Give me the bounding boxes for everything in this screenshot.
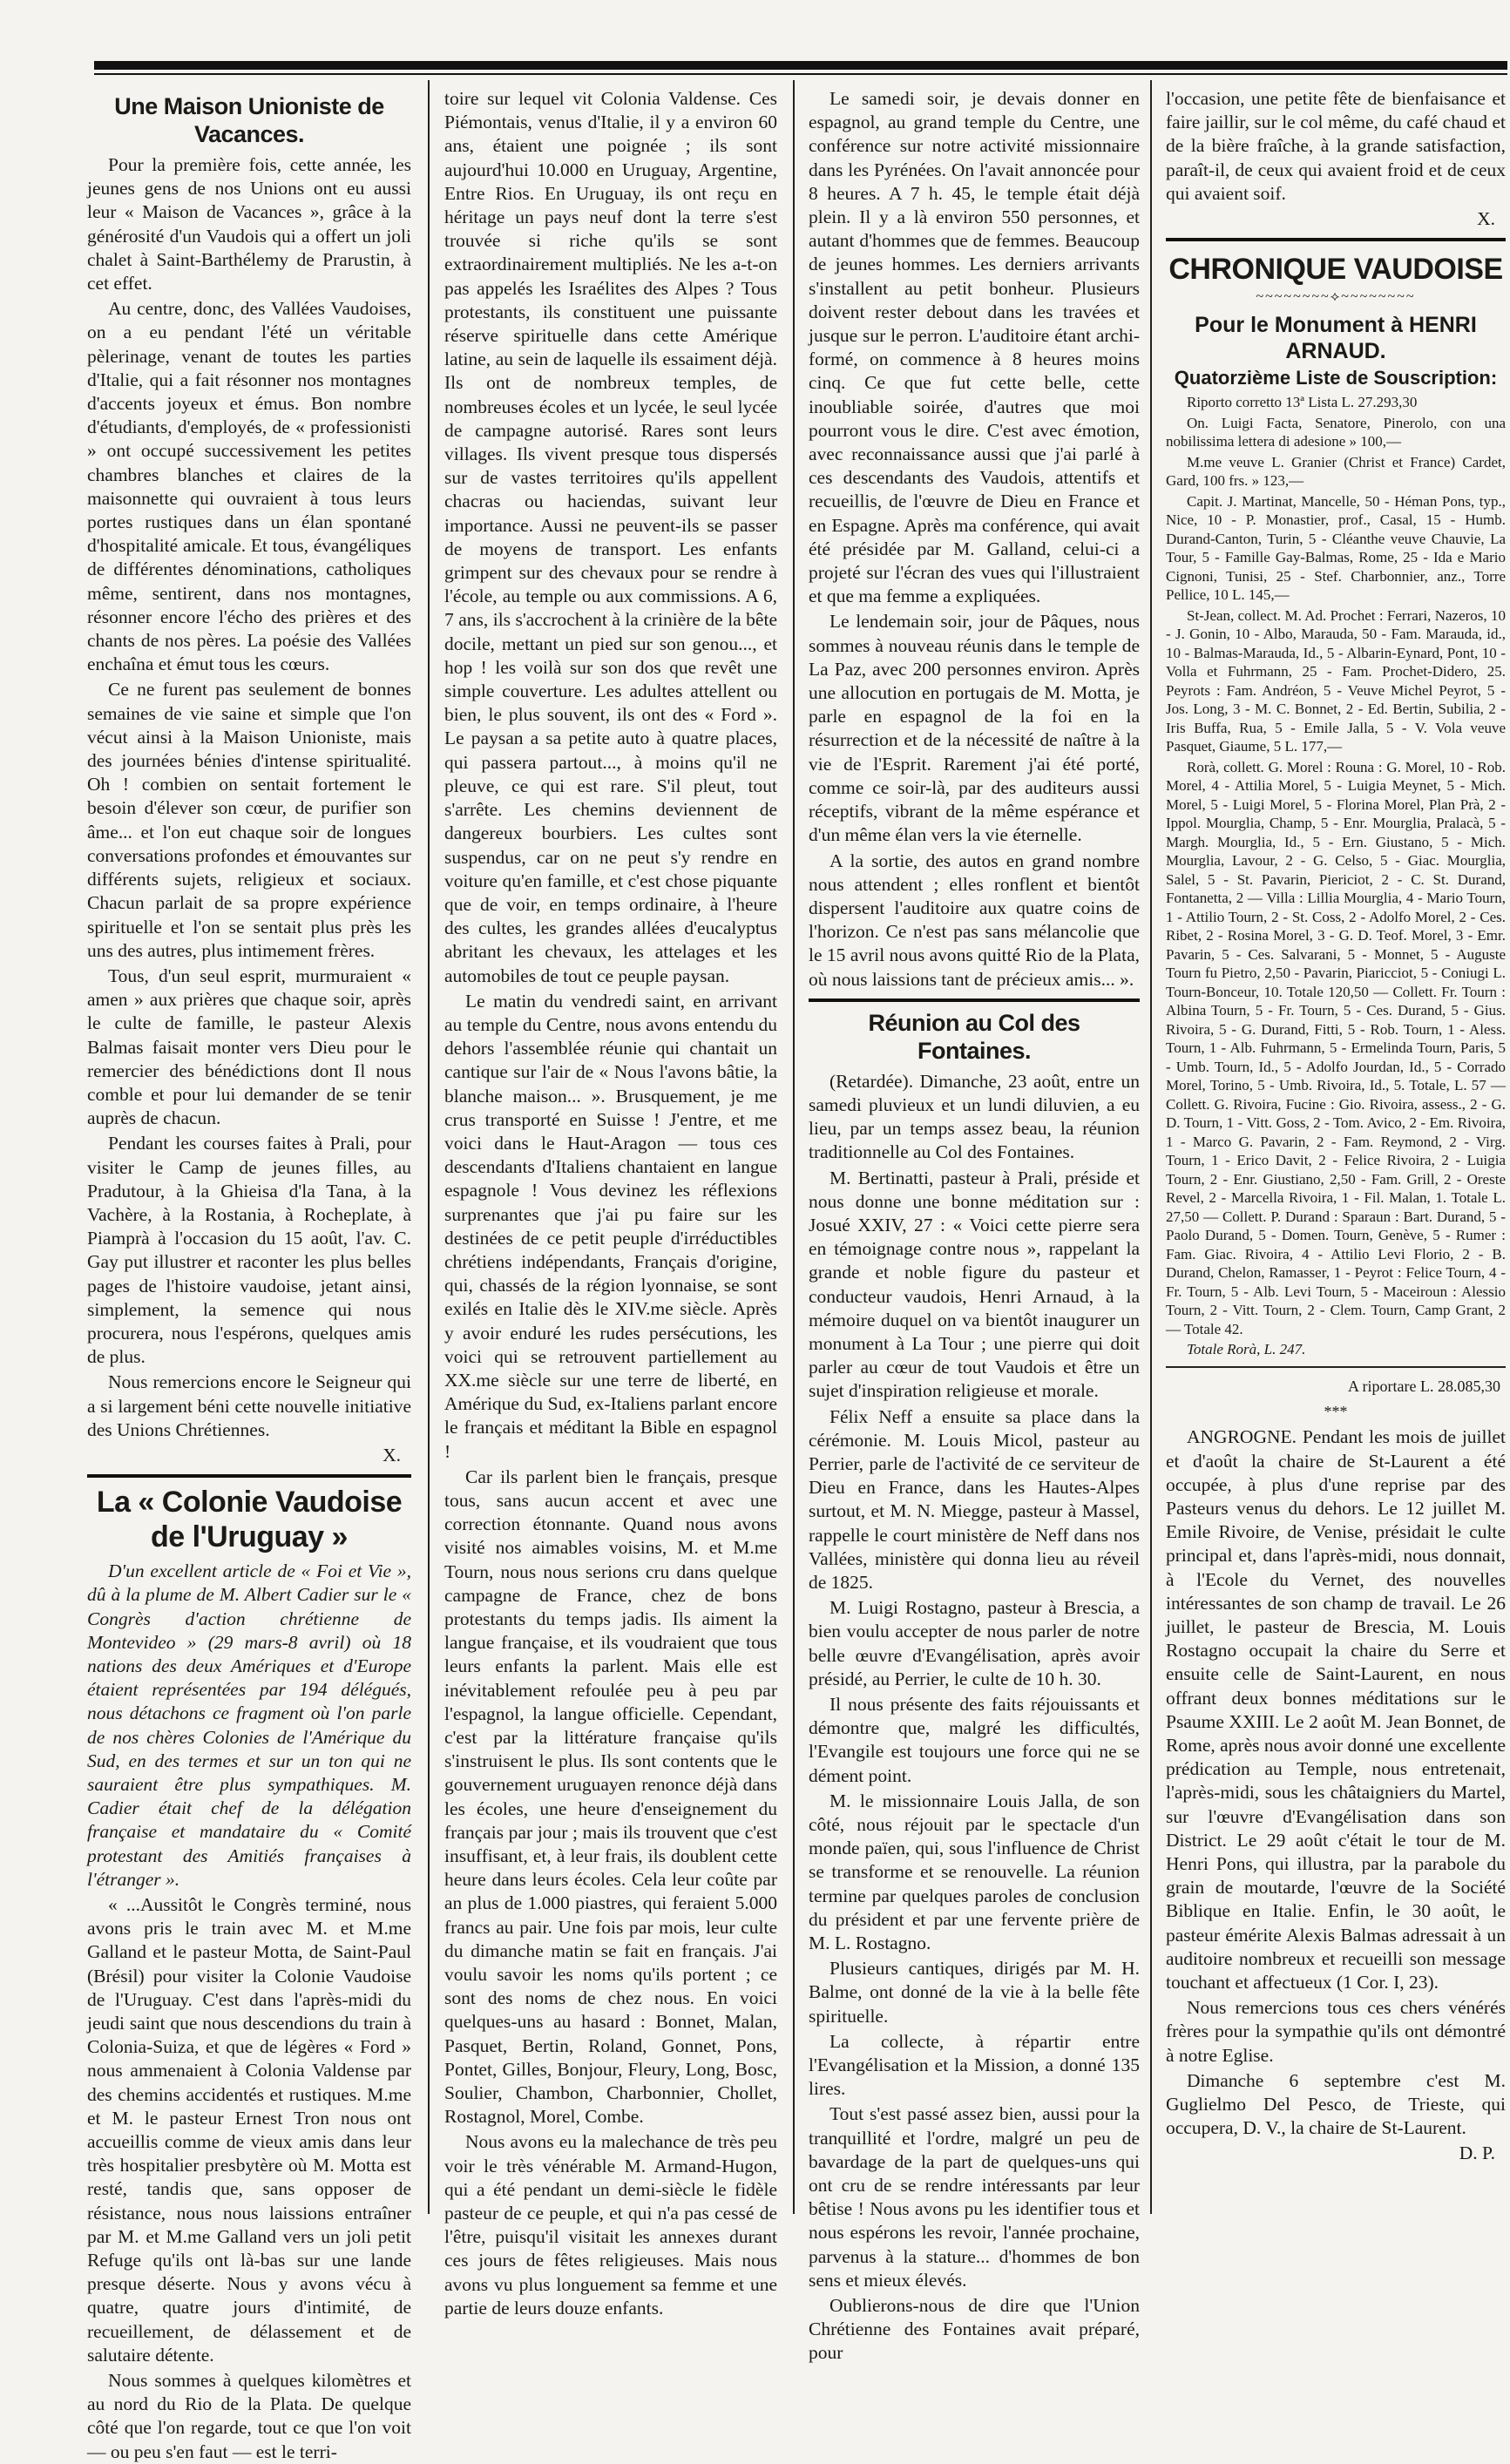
article-title-maison-vacances: Une Maison Unioniste de Vacances.: [114, 93, 384, 147]
paragraph: Nous avons eu la malechance de très peu voir le très vénérable M. Armand-Hugon, qui a été pendant un demi-siècle le fidèle pasteur de ce peuple, et qui n'a pas cessé de l'être, puisqu'il visitait les annexes durant ces jours de fêtes religieuses. Mais nous avons vu plus longuement sa femme et une partie de leurs douze enfants.: [444, 2131, 777, 2318]
paragraph: Au centre, donc, des Vallées Vaudoises, on a eu pendant l'été un véritable pèlerinage, venant de toutes les parties d'Italie, qui a fait résonner nos montagnes d'accents joyeux et émus. Bon nombre d'étudiants, d'employés, de « professionisti » ont occupé successivement les petites chambres blanches et claires de la maisonnette qui ouvraient à tous leurs portes rustiques dans un élan spontané d'hospitalité amicale. Et tous, évangéliques de différentes dénominations, catholiques même, sentirent, dans nos montagnes, résonner encore l'écho des prières et des chants de nos pères. La poésie des Vallées enchaîna et émut tous les cœurs.: [87, 298, 411, 675]
column-divider: [428, 80, 430, 2214]
paragraph: Nous remercions encore le Seigneur qui a si largement béni cette nouvelle initiative des Unions Chrétiennes.: [87, 1371, 411, 1440]
stars-divider: ***: [1324, 1403, 1348, 1421]
paragraph: Tout s'est passé assez bien, aussi pour la tranquillité et l'ordre, malgré un peu de bavardage de la part de quelques-uns qui ont cru de se rendre intéressants par leur bêtise ! Nous avons pu les identifier tous et nous espérons les revoir, l'année prochaine, parvenus à la stature... d'hommes de bon sens et mieux élevés.: [809, 2103, 1140, 2291]
signature: X.: [383, 1444, 401, 1466]
section-rule: [1166, 238, 1506, 241]
subscription-entry: On. Luigi Facta, Senatore, Pinerolo, con una nobilissima lettera di adesione » 100,—: [1166, 414, 1506, 450]
ornament-divider: ~~~~~~~~⟡~~~~~~~~: [1256, 289, 1416, 305]
article-intro: D'un excellent article de « Foi et Vie », dû à la plume de M. Albert Cadier sur le « Congrès d'action chrétienne de Montevideo » (29 mars-8 avril) où 18 nations des deux Amériques et d'Europe étaient représentées par 194 délégués, nous détachons ce fragment où l'on parle de nos chères Colonies de l'Amérique du Sud, en des termes et sur un ton qui ne sauraient être plus sympathiques. M. Cadier était chef de la délégation française et mandataire du « Comité protestant des Amitiés françaises à l'étranger ».: [87, 1560, 411, 1890]
paragraph: Tous, d'un seul esprit, murmuraient « amen » aux prières que chaque soir, après le culte de famille, le pasteur Alexis Balmas faisait monter vers Dieu pour le remercier des bénédictions dont Il nous comble et pour lui demander de se tenir auprès de chacun.: [87, 965, 411, 1129]
paragraph: Le samedi soir, je devais donner en espagnol, au grand temple du Centre, une conférence sur notre activité missionnaire dans les Pyrénées. On l'avait annoncée pour 8 heures. A 7 h. 45, le temple était déjà plein. Il y a là environ 550 personnes, et autant d'hommes que de femmes. Beaucoup de jeunes hommes. Les derniers arrivants s'installent au petit bonheur. Plusieurs doivent rester debout dans les travées et jusque sur le perron. L'auditoire étant archi-formé, on commence à 8 heures moins cinq. Ce que fut cette belle, cette inoubliable soirée, d'autres que moi pourront vous le dire. C'est avec émotion, avec reconnaissance aussi que j'ai parlé à ces descendants des Vaudois, attentifs et recueillis, de l'œuvre de Dieu en France et en Espagne. Après ma conférence, qui avait été présidée par M. Galland, celui-ci a projeté sur l'écran des vues qui l'illustraient et que ma femme a expliquées.: [809, 88, 1140, 607]
report-total: A riportare L. 28.085,30: [1348, 1377, 1500, 1395]
paragraph: A la sortie, des autos en grand nombre nous attendent ; elles ronflent et bientôt dispersent l'auditoire aux quatre coins de l'horizon. Ce n'est pas sans mélancolie que le 15 avril nous avons quitté Rio de la Plata, où nous laissions tant de précieux amis... ».: [809, 850, 1140, 990]
paragraph: Car ils parlent bien le français, presque tous, sans aucun accent et avec une correction étonnante. Quand nous avons visité nos aimables voisins, M. et M.me Tourn, nous nous serions cru dans quelque campagne de France, chez de bons protestants du temps jadis. Ils aiment la langue française, et ils voudraient que tous leurs enfants la parlent. Mais elle est inévitablement refoulée peu à peu par l'espagnol, la langue officielle. Cependant, c'est par la littérature française qu'ils s'instruisent le plus. Ils sont contents que le gouvernement uruguayen renonce déjà dans les écoles, une heure d'enseignement du français par jour ; mais ils trouvent que c'est insuffisant, et, à leur frais, ils doublent cette heure dans leurs écoles. Cela leur coûte par an plus de 1.000 piastres, qui feraient 5.000 francs au pair. Une fois par mois, leur culte du dimanche matin se fait en français. J'ai voulu savoir les noms qu'ils portent ; ce sont des noms de chez nous. En voici quelques-uns au hasard : Bonnet, Malan, Pasquet, Bertin, Roland, Gonnet, Pons, Pontet, Gilles, Bonjour, Fleury, Long, Bosc, Soulier, Chambon, Charbonnier, Chollet, Rostagnol, Morel, Combe.: [444, 1466, 777, 2128]
paragraph: l'occasion, une petite fête de bienfaisance et faire jaillir, sur le col même, du café chaud et de la bière fraîche, à la grande satisfaction, paraît-il, de ceux qui avaient froid et de ceux qui avaient soif.: [1166, 88, 1506, 204]
column-divider: [793, 80, 795, 2214]
paragraph: M. Bertinatti, pasteur à Prali, préside et nous donne une bonne méditation sur : Josué XXIV, 27 : « Voici cette pierre sera en témoignage contre nous », rappelant la grande et noble figure du pasteur et conducteur vaudois, Henri Arnaud, à la mémoire duquel on va bientôt inaugurer un monument à La Tour ; une pierre qui doit parler au cœur de tout Vaudois et être un sujet d'inspiration religieuse et morale.: [809, 1167, 1140, 1402]
signature: X.: [1477, 208, 1495, 230]
subheading-monument: Pour le Monument à HENRI ARNAUD.: [1195, 313, 1477, 364]
subscription-total-rora: Totale Rorà, L. 247.: [1187, 1341, 1306, 1358]
column-1: [87, 87, 411, 2462]
paragraph: (Retardée). Dimanche, 23 août, entre un samedi pluvieux et un lundi diluvien, a eu lieu, par un temps assez beau, la réunion traditionnelle au Col des Fontaines.: [809, 1070, 1140, 1163]
subscription-entry: Capit. J. Martinat, Mancelle, 50 - Héman Pons, typ., Nice, 10 - P. Monastier, prof., Casal, 15 - Humb. Durand-Canton, Turin, 5 - Cléanthe veuve Chauvie, La Tour, 5 - Famille Gay-Balmas, Rome, 25 - Ida e Mario Cignoni, Tunisi, 25 - Stef. Charbonnier, anz., Torre Pellice, 10 L. 145,—: [1166, 492, 1506, 604]
subscription-entry: Rorà, collett. G. Morel : Rouna : G. Morel, 10 - Rob. Morel, 4 - Attilia Morel, 5 - Luigia Meynet, 5 - Mich. Morel, 5 - Luigi Morel, 5 - Florina Morel, Plan Prà, 2 - Ippol. Mourglia, Champ, 5 - Enr. Mourglia, Pralacà, 5 - Margh. Mourglia, Id., 5 - Ern. Giustano, 5 - Mich. Mourglia, Lavour, 2 - G. Celso, 5 - Giac. Mourglia, Salel, 5 - St. Pavarin, Piericiot, 2 - C. St. Durand, Fontanetta, 2 — Villa : Lillia Mourglia, 4 - Mario Tourn, 1 - Attilio Tourn, 2 - St. Coss, 2 - Adolfo Morel, 2 - Ces. Ribet, 2 - Rosina Morel, 3 - G. D. Teof. Morel, 3 - Emr. Pavarin, 5 - Ces. Salvarani, 5 - Monnet, 5 - Auguste Tourn fu Pietro, 2,50 - Pavarin, Piaricciot, 5 - Coniugi L. Tourn-Bonceur, 10. Totale 120,50 — Collett. Fr. Tourn : Albina Tourn, 5 - Fr. Tourn, 5 - Ces. Durand, 5 - Gius. Rivoira, 5 - G. Durand, Fitti, 5 - Rob. Tourn, 1 - Aless. Tourn, 1 - Alb. Fuhrmann, 5 - Ermelinda Tourn, Paris, 5 - Umb. Tourn, Id., 5 - Adolfo Jourdan, Id., 5 - Corrado Morel, Torino, 5 - Umb. Rivoira, Id., 5. Totale, L. 57 — Collett. G. Rivoira, Fucine : Gio. Rivoira, assess., 2 - G. D. Tourn, 1 - Vitt. Goss, 2 - Tom. Avico, 2 - Em. Rivoira, 1 - Marco G. Pavarin, 2 - Fam. Reymond, 2 - Virg. Tourn, 1 - Erico Davit, 2 - Felice Rivoira, 2 - Luigia Tourn, 2 - Enr. Giustiano, 2,50 - Fam. Grill, 2 - Oreste Revel, 2 - Marcella Rivoira, 1 - Fil. Malan, 1. Totale L. 27,50 — Collett. P. Durand : Sparaun : Bart. Durand, 5 - Paolo Durand, 5 - Domen. Tourn, Genève, 5 - Rumer : Fam. Giac. Rivoira, 4 - Attilio Levi Florio, 2 - B. Durand, Chelon, Ramasser, 1 - Peyrot : Felice Tourn, 4 - Fr. Tourn, 5 - Alb. Levi Tourn, 5 - Maceiroun : Alessio Tourn, 2 - Vitt. Tourn, 2 - Clem. Tourn, Camp Grant, 2 — Totale 42.: [1166, 758, 1506, 1337]
section-rule: [809, 998, 1140, 1002]
paragraph: Pendant les courses faites à Prali, pour visiter le Camp de jeunes filles, au Pradutour, à la Ghieisa d'la Tana, à la Vachère, à la Rostania, à Rocheplate, à Piamprà à l'occasion du 15 août, l'av. C. Gay put illustrer et raconter les plus belles pages de l'histoire vaudoise, jetant ainsi, simplement, la semence qui nous procurera, nous l'espérons, quelques amis de plus.: [87, 1133, 411, 1368]
paragraph: Félix Neff a ensuite sa place dans la cérémonie. M. Louis Micol, pasteur au Perrier, parle de l'activité de ce serviteur de Dieu en France, dans les Hautes-Alpes surtout, et M. N. Miegge, pasteur à Massel, rappelle le court ministère de Neff dans nos Vallées, ministère qui donna lieu au réveil de 1825.: [809, 1405, 1140, 1593]
column-divider: [1150, 80, 1152, 2214]
column-2: [444, 87, 777, 2318]
paragraph: Il nous présente des faits réjouissants et démontre que, malgré les difficultés, l'Evangile est toujours une force qui ne se dément point.: [809, 1694, 1140, 1786]
section-title-chronique: CHRONIQUE VAUDOISE: [1168, 253, 1503, 287]
paragraph: Oublierons-nous de dire que l'Union Chrétienne des Fontaines avait préparé, pour: [809, 2295, 1140, 2364]
header-rule: [94, 61, 1507, 70]
paragraph: M. Luigi Rostagno, pasteur à Brescia, a bien voulu accepter de nous parler de notre belle œuvre d'Evangélisation, après avoir présidé, au Perrier, le culte de 10 h. 30.: [809, 1597, 1140, 1689]
paragraph: Dimanche 6 septembre c'est M. Guglielmo Del Pesco, de Trieste, qui occupera, D. V., la chaire de St-Laurent.: [1166, 2069, 1506, 2139]
paragraph: La collecte, à répartir entre l'Evangélisation et la Mission, a donné 135 lires.: [809, 2030, 1140, 2100]
total-rule: [1166, 1366, 1506, 1368]
subscription-entry: Riporto corretto 13ª Lista L. 27.293,30: [1187, 394, 1418, 411]
paragraph: Plusieurs cantiques, dirigés par M. H. Balme, ont donné de la vie à la belle fête spirituelle.: [809, 1958, 1140, 2027]
header-rule-thin: [94, 73, 1507, 75]
section-rule: [87, 1474, 411, 1478]
paragraph: Nous remercions tous ces chers vénérés frères pour la sympathie qu'ils ont démontré à notre Eglise.: [1166, 1997, 1506, 2066]
paragraph: Pour la première fois, cette année, les jeunes gens de nos Unions ont eu aussi leur « Maison de Vacances », grâce à la générosité d'un Vaudois qui a offert un joli chalet à Saint-Barthélemy de Prarustin, à cet effet.: [87, 154, 411, 294]
article-title-col-fontaines: Réunion au Col des Fontaines.: [868, 1009, 1080, 1064]
paragraph: M. le missionnaire Louis Jalla, de son côté, nous réjouit par le spectacle d'un monde païen, qui, sous l'influence de Christ se transforme et se renouvelle. La réunion termine par quelques paroles de conclusion du président et par une fervente prière de M. L. Rostagno.: [809, 1790, 1140, 1954]
paragraph: « ...Aussitôt le Congrès terminé, nous avons pris le train avec M. et M.me Galland et le pasteur Motta, de Saint-Paul (Brésil) pour visiter la Colonie Vaudoise de l'Uruguay. C'est dans l'après-midi du jeudi saint que nous descendions du train à Colonia-Suiza, et que de légères « Ford » nous ammenaient à Colonia Valdense par des chemins accidentés et rustiques. M.me et M. le pasteur Ernest Tron nous ont accueillis comme de vieux amis dans leur très hospitalier presbytère où M. Motta est resté, tandis que, sans opposer de résistance, nous nous laissions entraîner par M. et M.me Galland vers un joli petit Refuge qu'ils ont là-bas sur une lande presque déserte. Nous y avons vécu à quatre, quatre jours d'intimité, de recueillement, de délassement et de salutaire détente.: [87, 1894, 411, 2366]
column-3: [809, 87, 1140, 2364]
paragraph: Ce ne furent pas seulement de bonnes semaines de vie saine et simple que l'on vécut ainsi à la Maison Unioniste, mais des journées bénies d'intense spiritualité. Oh ! combien on sentait fortement le besoin d'élever son cœur, de purifier son âme... et l'on eut chaque soir de longues conversations profondes et émouvantes sur différents sujets, religieux et sociaux. Chacun parlait de sa propre expérience spirituelle et l'on se sentait plus près les uns des autres, plus intimement frères.: [87, 679, 411, 961]
subscription-entry: St-Jean, collect. M. Ad. Prochet : Ferrari, Nazeros, 10 - J. Gonin, 10 - Albo, Marauda, 50 - Fam. Marauda, id., 10 - Balmas-Marauda, Id., 5 - Albarin-Eynard, Pont, 10 - Volla et Fuhrmann, 25 - Fam. Prochet-Didero, 25. Peyrots : Fam. Andréon, 5 - Veuve Michel Peyrot, 5 - Jos. Long, 3 - M. C. Bonnet, 2 - Ed. Bertin, Subilia, 2 - Iris Buffa, Rua, 5 - Emile Jalla, 5 - V. Vola veuve Pasquet, Giaume, 5 L. 177,—: [1166, 606, 1506, 755]
signature: D. P.: [1459, 2142, 1495, 2164]
article-title-colonie-uruguay: La « Colonie Vaudoise de l'Uruguay »: [96, 1486, 403, 1554]
paragraph: toire sur lequel vit Colonia Valdense. Ces Piémontais, venus d'Italie, il y a environ 60 ans, étaient une poignée ; ils sont aujourd'hui 10.000 en Uruguay, Argentine, Entre Rios. En Uruguay, ils ont reçu en héritage un pays neuf dont la terre s'est trouvée si riche qu'ils se sont extraordinairement multipliés. Ne les a-t-on pas appelés les Israélites des Alpes ? Tous protestants, ils constituent une puissante réserve spirituelle dans cette Amérique latine, au sein de laquelle ils essaiment déjà. Ils ont de nombreux temples, de nombreuses écoles et un lycée, le seul lycée de campagne autorisé. Rares sont leurs villages. Ils vivent presque tous dispersés sur de vastes territoires qu'ils appellent chacras ou haciendas, suivant leur importance. Aussi ne peuvent-ils se passer de moyens de transport. Les enfants grimpent sur des chevaux pour se rendre à l'école, au temple ou aux commissions. A 6, 7 ans, ils s'accrochent à la crinière de la bête docile, mettant un pied sur son genou..., et hop ! les voilà sur son dos que revêt une simple couverture. Les adultes attellent ou bien, le plus souvent, ils ont des « Ford ». Le paysan a sa petite auto à quatre places, qui passera partout..., à moins qu'il ne pleuve, ce qui est rare. S'il pleut, tout s'arrête. Les chemins deviennent de dangereux bourbiers. Les cultes sont suspendus, car on ne peut s'y rendre en voiture qu'en famille, et c'est chose piquante que de voir, en temps ordinaire, à l'heure des cultes, les grandes allées d'eucalyptus abritant les chevaux, les attelages et les automobiles de tout ce peuple paysan.: [444, 88, 777, 986]
paragraph: Le lendemain soir, jour de Pâques, nous sommes à nouveau réunis dans le temple de La Paz, avec 200 personnes environ. Après une allocution en portugais de M. Motta, je parle en espagnol de la foi en la résurrection et de la nécessité de naître à la vie de l'Esprit. Rarement j'ai été porté, comme ce soir-là, par des auditeurs aussi réceptifs, vibrant de la même espérance et d'un même élan vers la vie éternelle.: [809, 611, 1140, 846]
subscription-entry: M.me veuve L. Granier (Christ et France) Cardet, Gard, 100 frs. » 123,—: [1166, 453, 1506, 490]
column-4: [1166, 87, 1506, 2205]
paragraph: ANGROGNE. Pendant les mois de juillet et d'août la chaire de St-Laurent a été occupée, à plus d'une reprise par des Pasteurs venus du dehors. Le 12 juillet M. Emile Rivoire, de Venise, présidait le culte principal et, dans l'après-midi, nous donnait, à l'Ecole du Vernet, des nouvelles intéressantes de son champ de travail. Le 26 juillet, le pasteur de Brescia, M. Louis Rostagno occupait la chaire du Serre et ensuite celle de Saint-Laurent, en nous offrant deux bonnes méditations sur le Psaume XXIII. Le 2 août M. Jean Bonnet, de Rome, après nous avoir donné une excellente prédication au Temple, nous entretenait, l'après-midi, sous les châtaigniers du Martel, sur l'œuvre d'Evangélisation dans son District. Le 29 août c'était le tour de M. Henri Pons, qui illustra, par la parabole du grain de moutarde, l'œuvre de la Société Biblique en Italie. Enfin, le 30 août, le pasteur émérite Alexis Balmas adressait à un auditoire nombreux et recueilli son message touchant et affectueux (1 Cor. I, 23).: [1166, 1426, 1506, 1993]
subheading-liste: Quatorzième Liste de Souscription:: [1174, 367, 1498, 389]
paragraph: Nous sommes à quelques kilomètres et au nord du Rio de la Plata. De quelque côté que l'on regarde, tout ce que l'on voit — ou peu s'en faut — est le terri-: [87, 2370, 411, 2462]
paragraph: Le matin du vendredi saint, en arrivant au temple du Centre, nous avons entendu du dehors l'assemblée réunie qui chantait un cantique sur l'air de « Nous l'avons bâtie, la blanche maison... ». Brusquement, je me crus transporté en Suisse ! J'entre, et me voici dans le Haut-Aragon — tous ces descendants d'Italiens chantaient en langue espagnole ! Vous devinez les réflexions surprenantes que j'ai pu faire sur les destinées de ce petit peuple d'irréductibles chrétiens indépendants, Français d'origine, qui, chassés de la région lyonnaise, se sont exilés en Italie dès le XIV.me siècle. Après y avoir enduré les rudes persécutions, les voici qui se retrouvent partiellement au XX.me siècle sur une terre de liberté, en Amérique du Sud, ex-Italiens parlant encore le français et méditant la Bible en espagnol !: [444, 990, 777, 1462]
